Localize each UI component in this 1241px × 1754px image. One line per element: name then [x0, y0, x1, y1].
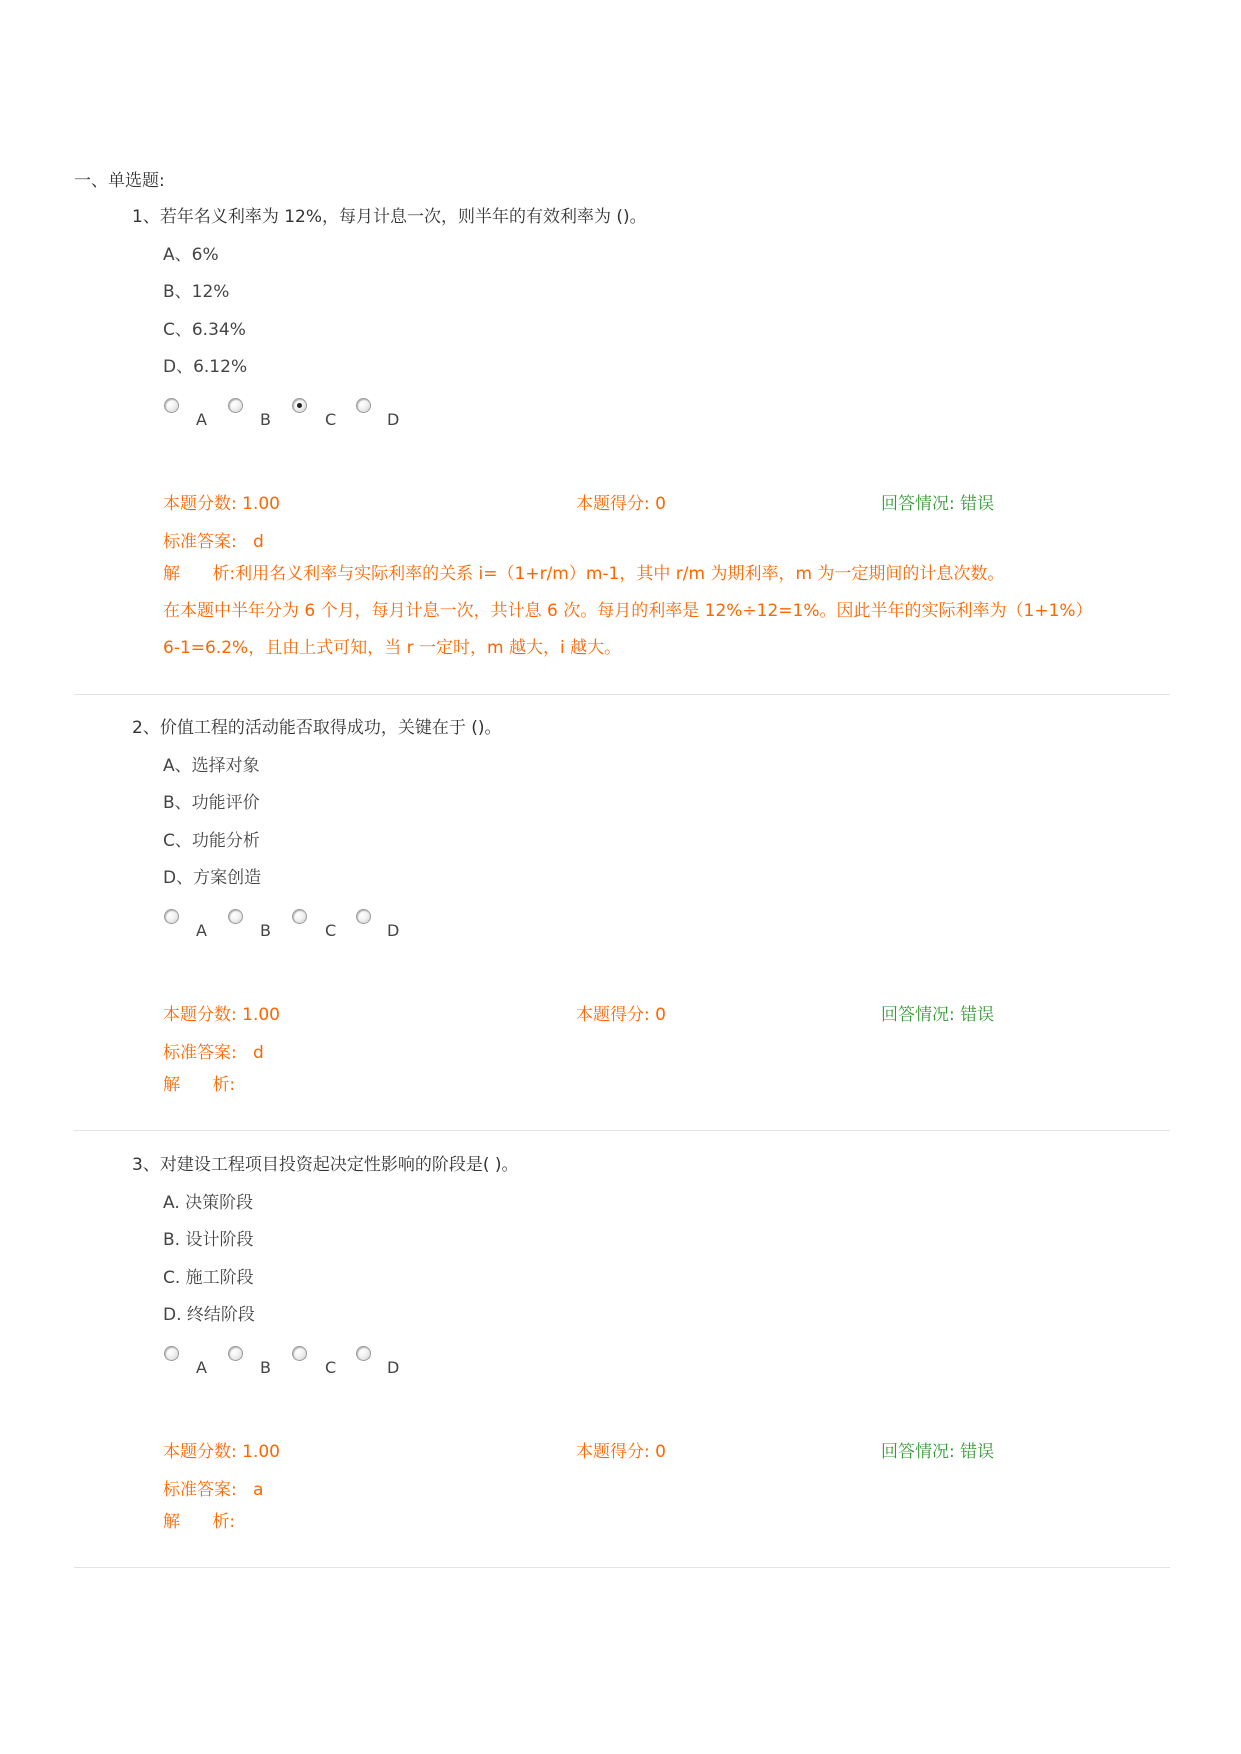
radio-label-c: C — [325, 410, 337, 429]
option-d: D、6.12% — [163, 357, 248, 377]
option-a: A. 决策阶段 — [163, 1193, 254, 1213]
score-row — [163, 1437, 280, 1462]
radio-label-d: D — [387, 1358, 400, 1377]
status-value: 错误 — [960, 494, 995, 514]
analysis-label: 解 析: — [163, 564, 236, 584]
standard-answer-row — [163, 1475, 263, 1500]
radio-label-b: B — [260, 921, 271, 940]
got-row — [576, 1437, 666, 1462]
radio-d[interactable] — [356, 398, 371, 413]
radio-c[interactable] — [292, 909, 307, 924]
option-c: C、6.34% — [163, 320, 246, 340]
radio-b[interactable] — [228, 1346, 243, 1361]
radio-a[interactable] — [164, 909, 179, 924]
score-row — [163, 489, 280, 514]
answer-label: 标准答案: — [163, 532, 237, 552]
question-1 — [74, 202, 1170, 697]
divider — [74, 1130, 1170, 1131]
analysis-label: 解 析: — [163, 1075, 236, 1095]
radio-label-c: C — [325, 1358, 337, 1377]
standard-answer-row — [163, 527, 264, 552]
option-a: A、6% — [163, 245, 219, 265]
got-value: 0 — [655, 494, 666, 514]
radio-label-b: B — [260, 1358, 271, 1377]
answer-label: 标准答案: — [163, 1480, 237, 1500]
status-label: 回答情况: — [881, 1005, 955, 1025]
got-row — [576, 489, 666, 514]
score-row — [163, 1000, 280, 1025]
option-b: B、12% — [163, 282, 230, 302]
status-row — [881, 489, 994, 514]
option-b: B. 设计阶段 — [163, 1230, 254, 1250]
question-3 — [74, 1150, 1170, 1570]
got-label: 本题得分: — [576, 1442, 650, 1462]
answer-value: d — [252, 1043, 264, 1063]
status-label: 回答情况: — [881, 494, 955, 514]
radio-label-a: A — [196, 410, 207, 429]
got-label: 本题得分: — [576, 1005, 650, 1025]
question-text: 1、若年名义利率为 12%，每月计息一次，则半年的有效利率为 ()。 — [132, 207, 647, 227]
analysis-line-1 — [163, 1504, 1173, 1541]
answer-radio-group — [163, 398, 563, 438]
radio-b[interactable] — [228, 909, 243, 924]
standard-answer-row — [163, 1038, 264, 1063]
radio-label-c: C — [325, 921, 337, 940]
analysis-text: 利用名义利率与实际利率的关系 i=（1+r/m）m-1，其中 r/m 为期利率，m 为一定期间的计息次数。 — [235, 564, 1005, 584]
status-value: 错误 — [960, 1442, 995, 1462]
radio-label-a: A — [196, 1358, 207, 1377]
option-c: C、功能分析 — [163, 831, 260, 851]
option-a: A、选择对象 — [163, 756, 260, 776]
radio-d[interactable] — [356, 1346, 371, 1361]
score-label: 本题分数: — [163, 1442, 237, 1462]
analysis-block — [163, 1504, 1173, 1541]
question-text: 3、对建设工程项目投资起决定性影响的阶段是( )。 — [132, 1155, 519, 1175]
radio-a[interactable] — [164, 398, 179, 413]
analysis-line-2: 在本题中半年分为 6 个月，每月计息一次，共计息 6 次。每月的利率是 12%÷12=1%。因此半年的实际利率为（1+1%） — [163, 601, 1093, 621]
question-2 — [74, 713, 1170, 1133]
option-c: C. 施工阶段 — [163, 1268, 254, 1288]
status-row — [881, 1000, 994, 1025]
section-title: 一、单选题: — [74, 171, 165, 191]
score-value: 1.00 — [242, 1442, 280, 1462]
radio-a[interactable] — [164, 1346, 179, 1361]
option-d: D、方案创造 — [163, 868, 262, 888]
answer-value: a — [252, 1480, 264, 1500]
got-label: 本题得分: — [576, 494, 650, 514]
radio-label-b: B — [260, 410, 271, 429]
radio-label-d: D — [387, 410, 400, 429]
got-value: 0 — [655, 1005, 666, 1025]
radio-b[interactable] — [228, 398, 243, 413]
option-b: B、功能评价 — [163, 793, 260, 813]
radio-label-a: A — [196, 921, 207, 940]
answer-radio-group — [163, 909, 563, 949]
analysis-block — [163, 1067, 1173, 1104]
status-value: 错误 — [960, 1005, 995, 1025]
analysis-line-3: 6-1=6.2%，且由上式可知，当 r 一定时，m 越大，i 越大。 — [163, 638, 622, 658]
analysis-line-1 — [163, 1067, 1173, 1104]
analysis-line-1 — [163, 556, 1173, 593]
score-value: 1.00 — [242, 1005, 280, 1025]
status-label: 回答情况: — [881, 1442, 955, 1462]
analysis-label: 解 析: — [163, 1512, 236, 1532]
status-row — [881, 1437, 994, 1462]
radio-c[interactable] — [292, 1346, 307, 1361]
got-row — [576, 1000, 666, 1025]
answer-value: d — [252, 532, 264, 552]
got-value: 0 — [655, 1442, 666, 1462]
radio-d[interactable] — [356, 909, 371, 924]
answer-label: 标准答案: — [163, 1043, 237, 1063]
radio-c[interactable] — [292, 398, 307, 413]
answer-radio-group — [163, 1346, 563, 1386]
question-text: 2、价值工程的活动能否取得成功，关键在于 ()。 — [132, 718, 502, 738]
divider — [74, 694, 1170, 695]
score-label: 本题分数: — [163, 1005, 237, 1025]
analysis-block — [163, 556, 1173, 667]
radio-label-d: D — [387, 921, 400, 940]
score-value: 1.00 — [242, 494, 280, 514]
option-d: D. 终结阶段 — [163, 1305, 255, 1325]
divider — [74, 1567, 1170, 1568]
score-label: 本题分数: — [163, 494, 237, 514]
